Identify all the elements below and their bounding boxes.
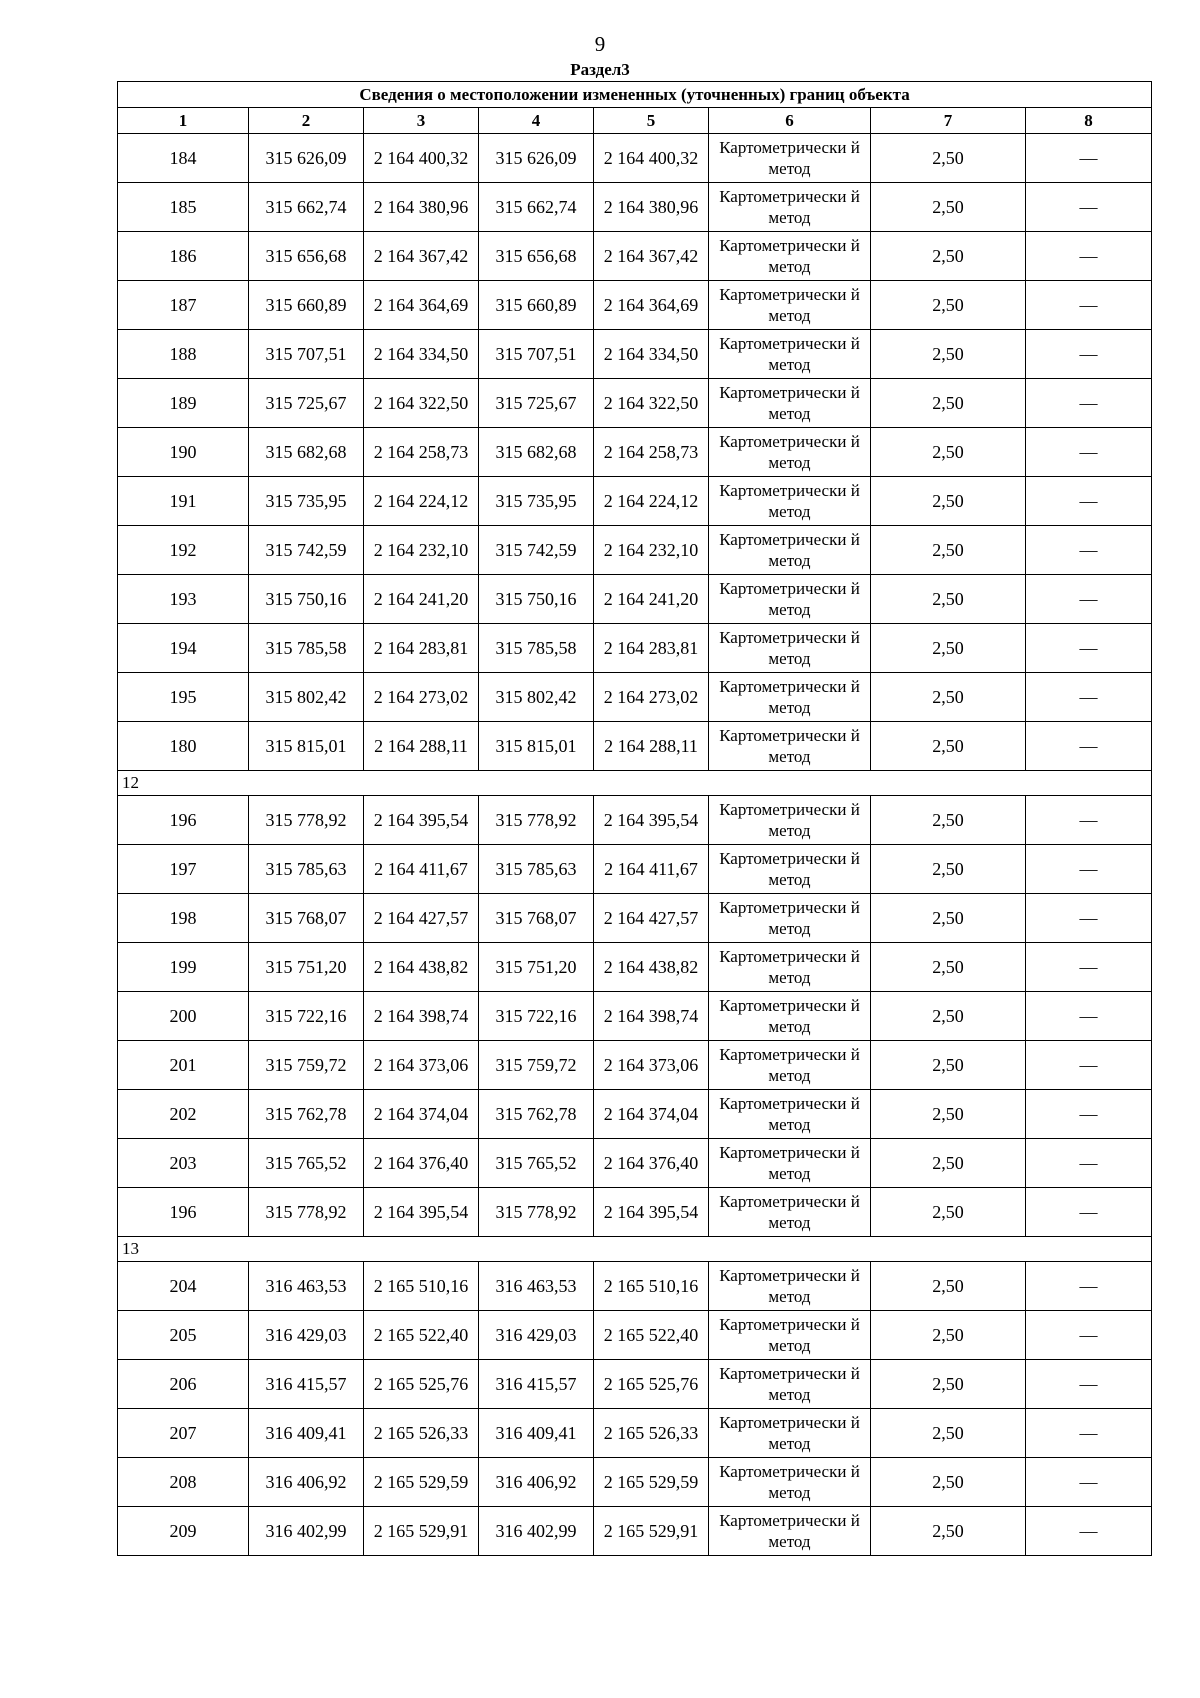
table-caption-row [118,82,1152,108]
table-cell: 2 164 364,69 [594,281,709,330]
column-header: 2 [249,108,364,134]
table-cell: 198 [118,894,249,943]
table-cell: 2,50 [871,673,1026,722]
table-cell: Картометрически й метод [709,845,871,894]
table-cell: 315 802,42 [479,673,594,722]
column-header: 5 [594,108,709,134]
table-cell: Картометрически й метод [709,1188,871,1237]
table-cell: — [1026,477,1152,526]
table-row [118,894,1152,943]
table-cell: 315 785,58 [479,624,594,673]
table-cell: 315 750,16 [249,575,364,624]
table-cell: 2,50 [871,845,1026,894]
table-cell: — [1026,992,1152,1041]
table-cell: 316 429,03 [249,1311,364,1360]
table-row [118,673,1152,722]
contour-number: 12 [118,771,1152,796]
table-cell: 2,50 [871,526,1026,575]
table-row [118,183,1152,232]
table-cell: 2,50 [871,1360,1026,1409]
table-row [118,1041,1152,1090]
contour-number: 13 [118,1237,1152,1262]
table-cell: Картометрически й метод [709,1041,871,1090]
table-cell: — [1026,134,1152,183]
table-cell: 193 [118,575,249,624]
table-row [118,134,1152,183]
table-row [118,1139,1152,1188]
table-cell: — [1026,673,1152,722]
table-cell: 2,50 [871,1311,1026,1360]
table-cell: — [1026,1090,1152,1139]
table-cell: 2 164 438,82 [594,943,709,992]
table-cell: 2 165 522,40 [364,1311,479,1360]
table-row [118,1262,1152,1311]
table-row [118,330,1152,379]
table-cell: 315 660,89 [249,281,364,330]
table-row [118,379,1152,428]
table-cell: 315 626,09 [249,134,364,183]
table-row [118,428,1152,477]
table-cell: Картометрически й метод [709,992,871,1041]
table-cell: Картометрически й метод [709,673,871,722]
table-cell: 315 656,68 [479,232,594,281]
table-cell: 2 164 374,04 [364,1090,479,1139]
table-cell: — [1026,1188,1152,1237]
table-cell: 2,50 [871,796,1026,845]
table-cell: 2 164 334,50 [594,330,709,379]
table-cell: — [1026,330,1152,379]
table-cell: 202 [118,1090,249,1139]
column-header-row [118,108,1152,134]
table-cell: Картометрически й метод [709,575,871,624]
table-cell: 316 429,03 [479,1311,594,1360]
table-cell: 2,50 [871,1188,1026,1237]
table-cell: 2 164 258,73 [364,428,479,477]
table-cell: 2 164 367,42 [594,232,709,281]
table-cell: 2 164 232,10 [594,526,709,575]
table-cell: — [1026,281,1152,330]
table-cell: 190 [118,428,249,477]
table-cell: 2 164 374,04 [594,1090,709,1139]
table-cell: 2 164 395,54 [364,796,479,845]
table-cell: — [1026,845,1152,894]
table-cell: Картометрически й метод [709,428,871,477]
table-caption: Сведения о местоположении измененных (уточненных) границ объекта [118,82,1152,108]
table-cell: — [1026,183,1152,232]
table-cell: 315 662,74 [479,183,594,232]
table-cell: 2 164 258,73 [594,428,709,477]
table-cell: 2 165 526,33 [364,1409,479,1458]
table-row [118,1311,1152,1360]
table-cell: 203 [118,1139,249,1188]
table-cell: 315 735,95 [479,477,594,526]
table-cell: 2,50 [871,1262,1026,1311]
table-cell: — [1026,428,1152,477]
table-cell: 2 164 380,96 [594,183,709,232]
table-cell: 188 [118,330,249,379]
table-cell: 204 [118,1262,249,1311]
table-cell: Картометрически й метод [709,379,871,428]
boundary-coordinates-table [117,81,1152,1556]
table-cell: Картометрически й метод [709,1458,871,1507]
table-cell: 315 815,01 [479,722,594,771]
table-cell: 2 164 411,67 [594,845,709,894]
table-cell: 315 682,68 [479,428,594,477]
table-cell: 205 [118,1311,249,1360]
table-cell: 2,50 [871,624,1026,673]
column-header: 3 [364,108,479,134]
table-cell: 315 759,72 [479,1041,594,1090]
table-cell: 2,50 [871,134,1026,183]
table-cell: 316 402,99 [479,1507,594,1556]
table-cell: — [1026,624,1152,673]
table-cell: 2 164 241,20 [364,575,479,624]
table-cell: 194 [118,624,249,673]
table-cell: — [1026,1458,1152,1507]
table-cell: Картометрически й метод [709,943,871,992]
page-number: 9 [594,32,606,56]
table-cell: Картометрически й метод [709,1139,871,1188]
table-cell: 2 164 411,67 [364,845,479,894]
table-cell: 316 415,57 [479,1360,594,1409]
table-cell: Картометрически й метод [709,1360,871,1409]
table-cell: 2 164 367,42 [364,232,479,281]
table-cell: — [1026,894,1152,943]
table-cell: 2 164 438,82 [364,943,479,992]
table-cell: 196 [118,1188,249,1237]
table-cell: 189 [118,379,249,428]
table-cell: — [1026,1360,1152,1409]
table-cell: 2,50 [871,1507,1026,1556]
table-cell: 315 778,92 [249,796,364,845]
table-cell: 2 164 224,12 [364,477,479,526]
table-cell: 315 722,16 [249,992,364,1041]
table-cell: 2,50 [871,428,1026,477]
table-cell: 2 164 380,96 [364,183,479,232]
table-cell: 2,50 [871,183,1026,232]
table-cell: 2 164 395,54 [364,1188,479,1237]
table-cell: Картометрически й метод [709,894,871,943]
table-cell: — [1026,1262,1152,1311]
table-cell: 2 165 529,59 [594,1458,709,1507]
table-row [118,624,1152,673]
table-cell: Картометрически й метод [709,330,871,379]
table-cell: 201 [118,1041,249,1090]
table-cell: — [1026,1409,1152,1458]
table-row [118,1507,1152,1556]
table-cell: 2,50 [871,1041,1026,1090]
table-cell: — [1026,379,1152,428]
table-cell: 208 [118,1458,249,1507]
table-cell: 2 164 322,50 [594,379,709,428]
table-cell: 2 164 398,74 [364,992,479,1041]
table-cell: 315 722,16 [479,992,594,1041]
table-cell: 315 742,59 [249,526,364,575]
table-cell: — [1026,943,1152,992]
table-cell: 2,50 [871,1458,1026,1507]
table-cell: 2 164 398,74 [594,992,709,1041]
table-row [118,1188,1152,1237]
table-cell: Картометрически й метод [709,134,871,183]
table-cell: 315 707,51 [479,330,594,379]
table-cell: 196 [118,796,249,845]
table-cell: 315 751,20 [479,943,594,992]
table-cell: Картометрически й метод [709,624,871,673]
table-cell: 2 164 395,54 [594,1188,709,1237]
table-cell: 315 768,07 [249,894,364,943]
table-cell: — [1026,1139,1152,1188]
table-cell: 187 [118,281,249,330]
table-cell: 315 778,92 [479,796,594,845]
table-cell: 2,50 [871,1139,1026,1188]
table-cell: 2,50 [871,1409,1026,1458]
table-cell: — [1026,1311,1152,1360]
table-cell: Картометрически й метод [709,526,871,575]
table-row [118,796,1152,845]
table-cell: 2 164 427,57 [594,894,709,943]
column-header: 7 [871,108,1026,134]
column-header: 4 [479,108,594,134]
table-cell: 2 165 529,91 [364,1507,479,1556]
table-row [118,232,1152,281]
table-cell: Картометрически й метод [709,1090,871,1139]
table-cell: 315 762,78 [249,1090,364,1139]
table-cell: — [1026,526,1152,575]
table-cell: 2 164 334,50 [364,330,479,379]
table-cell: 207 [118,1409,249,1458]
table-cell: 315 778,92 [479,1188,594,1237]
table-cell: 186 [118,232,249,281]
table-cell: 2 164 373,06 [364,1041,479,1090]
table-cell: 199 [118,943,249,992]
table-cell: 316 402,99 [249,1507,364,1556]
table-cell: 2 164 232,10 [364,526,479,575]
table-cell: 2 164 283,81 [364,624,479,673]
table-cell: Картометрически й метод [709,1507,871,1556]
table-cell: 2 165 525,76 [364,1360,479,1409]
table-cell: 316 415,57 [249,1360,364,1409]
table-cell: Картометрически й метод [709,796,871,845]
table-row [118,722,1152,771]
table-cell: 2,50 [871,477,1026,526]
table-cell: 2,50 [871,281,1026,330]
table-cell: 206 [118,1360,249,1409]
table-cell: 2 165 529,91 [594,1507,709,1556]
table-cell: — [1026,796,1152,845]
table-cell: 315 768,07 [479,894,594,943]
table-cell: 2 164 395,54 [594,796,709,845]
table-cell: 2 164 400,32 [594,134,709,183]
table-cell: 315 750,16 [479,575,594,624]
table-cell: 185 [118,183,249,232]
table-cell: 2 165 510,16 [594,1262,709,1311]
table-cell: 316 463,53 [479,1262,594,1311]
table-row [118,575,1152,624]
contour-number-row [118,1237,1152,1262]
table-cell: 2 164 288,11 [364,722,479,771]
table-cell: 316 406,92 [249,1458,364,1507]
table-cell: 2 164 283,81 [594,624,709,673]
column-header: 8 [1026,108,1152,134]
table-row [118,845,1152,894]
table-cell: 2,50 [871,992,1026,1041]
table-cell: Картометрически й метод [709,477,871,526]
section-title: Раздел3 [570,60,630,79]
table-cell: 2 164 400,32 [364,134,479,183]
table-cell: Картометрически й метод [709,1262,871,1311]
table-cell: 197 [118,845,249,894]
table-cell: 315 660,89 [479,281,594,330]
table-cell: 209 [118,1507,249,1556]
table-cell: 2,50 [871,575,1026,624]
table-row [118,1090,1152,1139]
table-cell: 2,50 [871,330,1026,379]
table-cell: 2 165 526,33 [594,1409,709,1458]
table-cell: 184 [118,134,249,183]
table-cell: 316 409,41 [249,1409,364,1458]
table-cell: — [1026,1041,1152,1090]
table-cell: 2,50 [871,232,1026,281]
table-cell: 315 662,74 [249,183,364,232]
table-row [118,477,1152,526]
table-cell: 2 164 427,57 [364,894,479,943]
table-cell: 315 815,01 [249,722,364,771]
table-cell: 2,50 [871,722,1026,771]
table-cell: 2 165 510,16 [364,1262,479,1311]
table-cell: 315 759,72 [249,1041,364,1090]
table-cell: 195 [118,673,249,722]
table-row [118,281,1152,330]
table-cell: 315 656,68 [249,232,364,281]
table-cell: 2,50 [871,379,1026,428]
table-cell: 315 725,67 [479,379,594,428]
table-row [118,1458,1152,1507]
table-cell: 2 164 273,02 [364,673,479,722]
table-cell: 2 164 373,06 [594,1041,709,1090]
table-cell: 180 [118,722,249,771]
table-cell: Картометрически й метод [709,722,871,771]
table-row [118,992,1152,1041]
table-cell: 2 165 529,59 [364,1458,479,1507]
table-cell: — [1026,722,1152,771]
table-cell: — [1026,232,1152,281]
table-cell: 316 409,41 [479,1409,594,1458]
table-cell: — [1026,575,1152,624]
table-cell: 315 735,95 [249,477,364,526]
table-cell: 315 785,58 [249,624,364,673]
table-cell: 200 [118,992,249,1041]
table-cell: 315 762,78 [479,1090,594,1139]
table-cell: 316 463,53 [249,1262,364,1311]
table-cell: 315 626,09 [479,134,594,183]
table-cell: 315 785,63 [249,845,364,894]
table-cell: 315 707,51 [249,330,364,379]
table-cell: 192 [118,526,249,575]
table-cell: 2 165 522,40 [594,1311,709,1360]
column-header: 6 [709,108,871,134]
contour-number-row [118,771,1152,796]
table-cell: 315 765,52 [479,1139,594,1188]
table-cell: 2 164 224,12 [594,477,709,526]
table-cell: 2 164 241,20 [594,575,709,624]
table-cell: 2 164 376,40 [364,1139,479,1188]
table-cell: Картометрически й метод [709,1409,871,1458]
table-cell: Картометрически й метод [709,281,871,330]
table-cell: 315 802,42 [249,673,364,722]
table-cell: 2 164 288,11 [594,722,709,771]
table-cell: Картометрически й метод [709,1311,871,1360]
table-cell: 315 725,67 [249,379,364,428]
column-header: 1 [118,108,249,134]
table-cell: 191 [118,477,249,526]
table-cell: Картометрически й метод [709,232,871,281]
table-cell: 2 164 376,40 [594,1139,709,1188]
table-body [118,134,1152,1556]
table-cell: Картометрически й метод [709,183,871,232]
table-cell: 2,50 [871,894,1026,943]
table-cell: 315 765,52 [249,1139,364,1188]
table-cell: 315 785,63 [479,845,594,894]
table-row [118,1409,1152,1458]
table-cell: 2 164 322,50 [364,379,479,428]
table-cell: — [1026,1507,1152,1556]
table-cell: 2,50 [871,1090,1026,1139]
table-cell: 2,50 [871,943,1026,992]
table-cell: 2 164 364,69 [364,281,479,330]
table-cell: 315 742,59 [479,526,594,575]
table-cell: 315 682,68 [249,428,364,477]
table-cell: 315 778,92 [249,1188,364,1237]
table-cell: 2 165 525,76 [594,1360,709,1409]
table-row [118,1360,1152,1409]
table-cell: 2 164 273,02 [594,673,709,722]
table-cell: 316 406,92 [479,1458,594,1507]
table-cell: 315 751,20 [249,943,364,992]
table-row [118,526,1152,575]
table-row [118,943,1152,992]
